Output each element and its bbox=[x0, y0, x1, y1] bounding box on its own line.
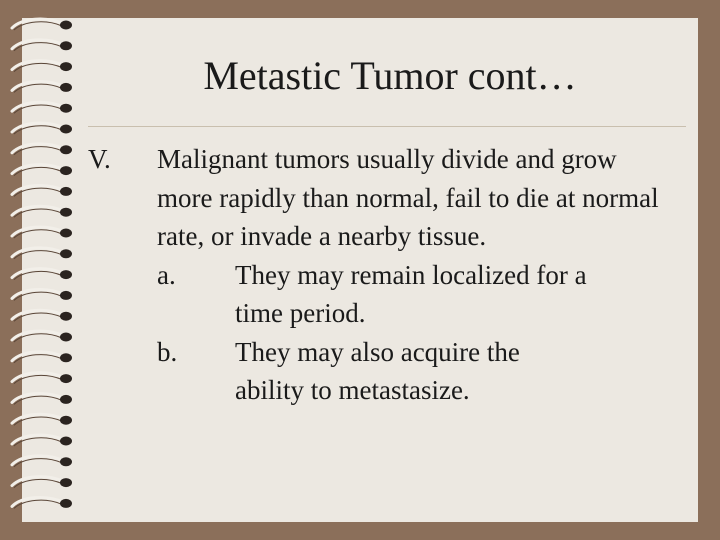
sub-item-text: They may remain localized for a time period. bbox=[235, 259, 587, 328]
spiral-binding-icon bbox=[0, 0, 90, 540]
title-divider bbox=[88, 126, 686, 127]
sub-item-text: They may also acquire the ability to metastasize. bbox=[235, 336, 520, 405]
sub-item bbox=[157, 333, 677, 410]
list-item-body bbox=[157, 140, 677, 410]
list-item-text: Malignant tumors usually divide and grow more rapidly than normal, fail to die at normal rate, or invade a nearby tissue. bbox=[157, 144, 659, 251]
list-numeral: V. bbox=[88, 144, 111, 174]
slide-title: Metastic Tumor cont… bbox=[203, 53, 577, 98]
sub-item-label: a. bbox=[157, 259, 176, 290]
sub-item-label: b. bbox=[157, 336, 178, 367]
sub-item bbox=[157, 256, 677, 333]
